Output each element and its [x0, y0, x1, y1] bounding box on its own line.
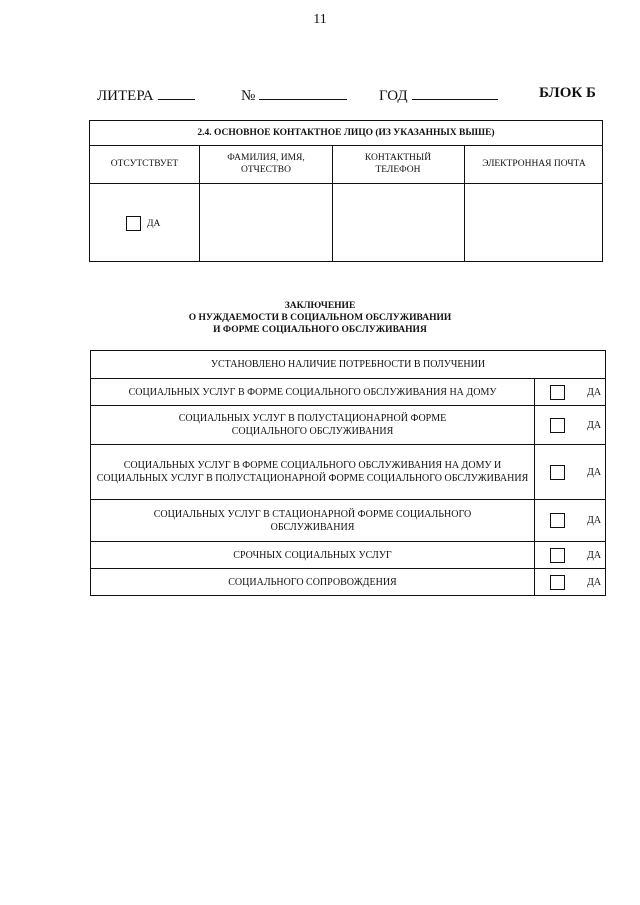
litera-field[interactable] — [97, 86, 195, 105]
column-header-email: ЭЛЕКТРОННАЯ ПОЧТА — [482, 159, 586, 169]
needs-option-label: ДА — [587, 466, 602, 478]
needs-option-label: ДА — [587, 549, 602, 561]
needs-row-option[interactable] — [534, 569, 605, 595]
year-blank[interactable] — [412, 86, 498, 100]
phone-cell[interactable] — [333, 184, 463, 261]
absent-option[interactable] — [126, 216, 160, 231]
litera-blank[interactable] — [158, 86, 195, 100]
full-name-cell[interactable] — [200, 184, 331, 261]
needs-row-label: СОЦИАЛЬНОГО СОПРОВОЖДЕНИЯ — [228, 576, 397, 588]
email-cell[interactable] — [465, 184, 602, 261]
number-label: № — [241, 88, 256, 104]
needs-checkbox[interactable] — [550, 465, 565, 480]
column-header-phone: КОНТАКТНЫЙ ТЕЛЕФОН — [364, 153, 432, 175]
needs-row-label: СОЦИАЛЬНЫХ УСЛУГ В ФОРМЕ СОЦИАЛЬНОГО ОБСЛУЖИВАНИЯ НА ДОМУ И СОЦИАЛЬНЫХ УСЛУГ В ПОЛУСТАЦИОНАРНОЙ ФОРМЕ СОЦИАЛЬНОГО ОБСЛУЖИВАНИЯ — [96, 460, 529, 484]
needs-row-urgent — [91, 542, 605, 569]
needs-row-option[interactable] — [534, 500, 605, 541]
needs-checkbox[interactable] — [550, 575, 565, 590]
conclusion-heading — [0, 300, 640, 336]
needs-row-option[interactable] — [534, 542, 605, 568]
needs-table-header: УСТАНОВЛЕНО НАЛИЧИЕ ПОТРЕБНОСТИ В ПОЛУЧЕНИИ — [210, 359, 486, 370]
needs-row-semi-stationary — [91, 406, 605, 445]
needs-row-option[interactable] — [534, 379, 605, 405]
needs-checkbox[interactable] — [550, 418, 565, 433]
conclusion-heading-line1: ЗАКЛЮЧЕНИЕ — [284, 301, 356, 311]
needs-row-label: СОЦИАЛЬНЫХ УСЛУГ В СТАЦИОНАРНОЙ ФОРМЕ СОЦИАЛЬНОГО ОБСЛУЖИВАНИЯ — [153, 508, 472, 533]
contact-person-table — [89, 120, 603, 262]
needs-row-accompaniment — [91, 569, 605, 595]
needs-option-label: ДА — [587, 515, 602, 526]
needs-option-label: ДА — [587, 576, 602, 588]
needs-row-label: СОЦИАЛЬНЫХ УСЛУГ В ПОЛУСТАЦИОНАРНОЙ ФОРМЕ СОЦИАЛЬНОГО ОБСЛУЖИВАНИЯ — [178, 413, 447, 437]
needs-checkbox[interactable] — [550, 513, 565, 528]
absent-option-label: ДА — [147, 218, 161, 229]
needs-checkbox[interactable] — [550, 385, 565, 400]
needs-checkbox[interactable] — [550, 548, 565, 563]
needs-row-label: СОЦИАЛЬНЫХ УСЛУГ В ФОРМЕ СОЦИАЛЬНОГО ОБСЛУЖИВАНИЯ НА ДОМУ — [128, 386, 497, 398]
needs-row-option[interactable] — [534, 406, 605, 444]
year-field[interactable] — [379, 86, 498, 105]
block-label: БЛОК Б — [539, 85, 596, 101]
absent-checkbox[interactable] — [126, 216, 141, 231]
conclusion-heading-line2: О НУЖДАЕМОСТИ В СОЦИАЛЬНОМ ОБСЛУЖИВАНИИ — [188, 313, 452, 323]
needs-table-header-row — [91, 351, 605, 379]
conclusion-heading-line3: И ФОРМЕ СОЦИАЛЬНОГО ОБСЛУЖИВАНИЯ — [213, 325, 427, 335]
needs-row-home — [91, 379, 605, 406]
needs-table — [90, 350, 606, 596]
needs-row-option[interactable] — [534, 445, 605, 499]
number-field[interactable] — [241, 86, 347, 105]
litera-label: ЛИТЕРА — [97, 88, 154, 104]
needs-row-stationary — [91, 500, 605, 542]
needs-option-label: ДА — [587, 419, 602, 431]
page-number: 11 — [313, 12, 327, 27]
column-header-absent: ОТСУТСТВУЕТ — [110, 159, 179, 169]
year-label: ГОД — [379, 88, 408, 104]
column-header-full-name: ФАМИЛИЯ, ИМЯ, ОТЧЕСТВО — [227, 153, 305, 175]
needs-option-label: ДА — [587, 386, 602, 398]
contact-table-title: 2.4. ОСНОВНОЕ КОНТАКТНОЕ ЛИЦО (ИЗ УКАЗАННЫХ ВЫШЕ) — [90, 121, 602, 146]
number-blank[interactable] — [259, 86, 347, 100]
needs-row-home-and-semi-stationary — [91, 445, 605, 500]
needs-row-label: СРОЧНЫХ СОЦИАЛЬНЫХ УСЛУГ — [233, 549, 392, 561]
